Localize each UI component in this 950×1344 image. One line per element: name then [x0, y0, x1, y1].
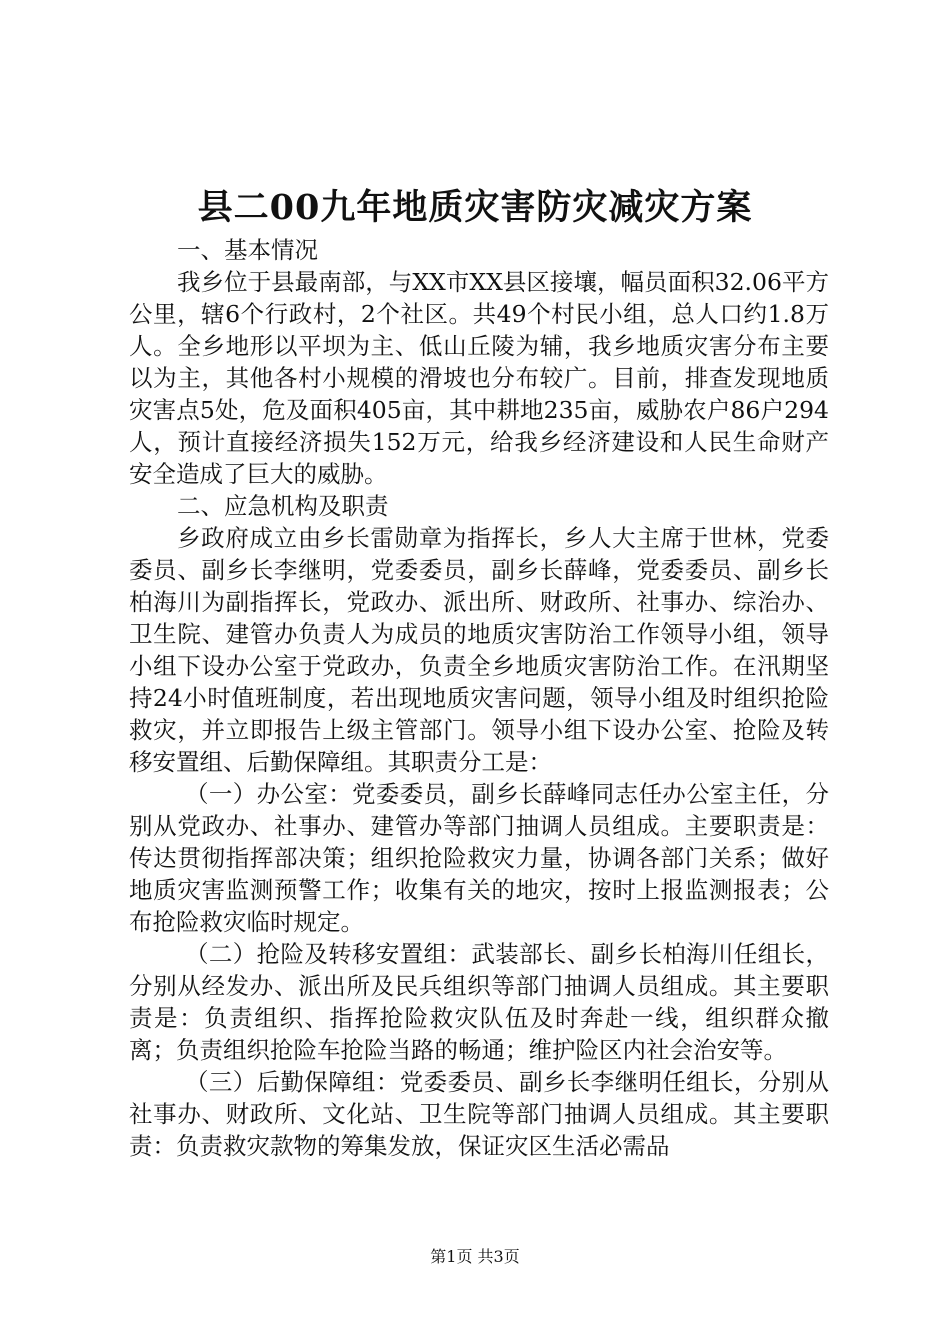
page-number-footer: 第1页 共3页 [430, 1247, 520, 1266]
paragraph-office-duties: （一）办公室：党委委员，副乡长薛峰同志任办公室主任，分别从党政办、社事办、建管办等部门抽调人员组成。主要职责是：传达贯彻指挥部决策；组织抢险救灾力量，协调各部门关系；做好地质灾害监测预警工作；收集有关的地灾，按时上报监测报表；公布抢险救灾临时规定。 [129, 780, 829, 936]
paragraph-basic-info: 我乡位于县最南部，与XX市XX县区接壤，幅员面积32.06平方公里，辖6个行政村，2个社区。共49个村民小组，总人口约1.8万人。全乡地形以平坝为主、低山丘陵为辅，我乡地质灾害分布主要以为主，其他各村小规模的滑坡也分布较广。目前，排查发现地质灾害点5处，危及面积405亩，其中耕地235亩，威胁农户86户294人，预计直接经济损失152万元，给我乡经济建设和人民生命财产安全造成了巨大的威胁。 [129, 268, 829, 488]
document-body [129, 234, 829, 1162]
paragraph-rescue-group-duties: （二）抢险及转移安置组：武装部长、副乡长柏海川任组长，分别从经发办、派出所及民兵组织等部门抽调人员组成。其主要职责是：负责组织、指挥抢险救灾队伍及时奔赴一线，组织群众撤离；负责组织抢险车抢险当路的畅通；维护险区内社会治安等。 [129, 940, 829, 1064]
section-heading-emergency-organization: 二、应急机构及职责 [177, 492, 389, 520]
paragraph-logistics-group-duties: （三）后勤保障组：党委委员、副乡长李继明任组长，分别从社事办、财政所、文化站、卫生院等部门抽调人员组成。其主要职责：负责救灾款物的筹集发放，保证灾区生活必需品 [129, 1068, 829, 1160]
paragraph-organization: 乡政府成立由乡长雷勋章为指挥长，乡人大主席于世林，党委委员、副乡长李继明，党委委员，副乡长薛峰，党委委员、副乡长柏海川为副指挥长，党政办、派出所、财政所、社事办、综治办、卫生院、建管办负责人为成员的地质灾害防治工作领导小组，领导小组下设办公室于党政办，负责全乡地质灾害防治工作。在汛期坚持24小时值班制度，若出现地质灾害问题，领导小组及时组织抢险救灾，并立即报告上级主管部门。领导小组下设办公室、抢险及转移安置组、后勤保障组。其职责分工是： [129, 524, 829, 776]
section-heading-basic-info: 一、基本情况 [177, 236, 318, 264]
document-title: 县二00九年地质灾害防灾减灾方案 [197, 187, 753, 228]
